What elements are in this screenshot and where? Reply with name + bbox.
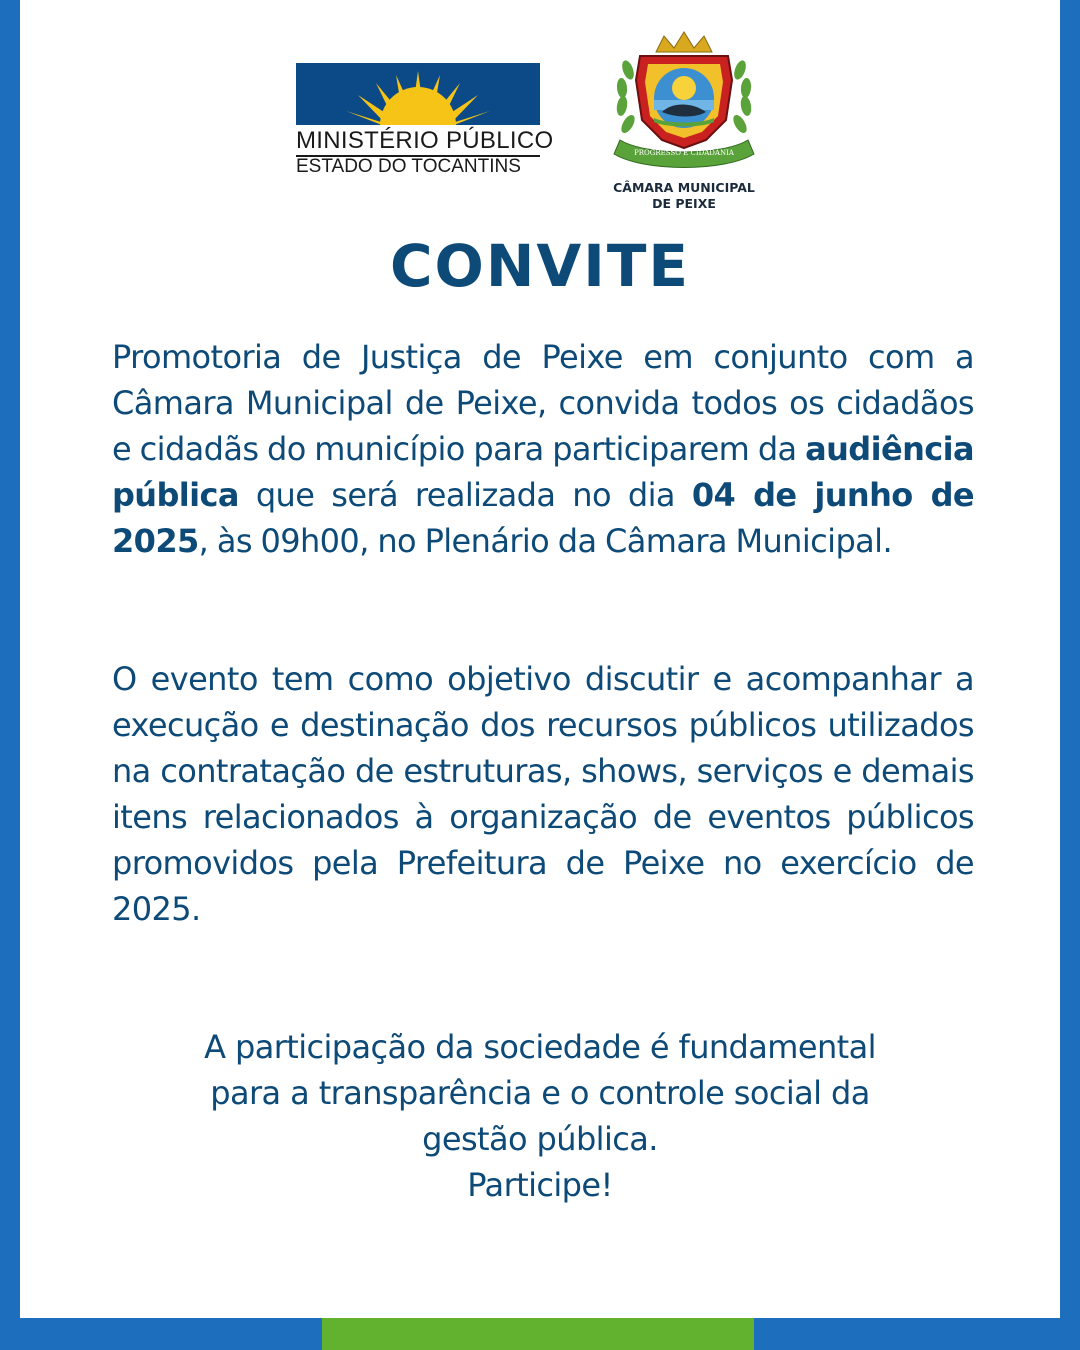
camara-name-line1: CÂMARA MUNICIPAL [613,180,755,195]
camara-name [606,180,762,212]
page-title: CONVITE [389,232,691,300]
closing-message [110,1024,970,1208]
crest-motto: PROGRESSO E CIDADANIA [634,149,734,157]
mp-sun-banner [296,63,540,125]
closing-line2: para a transparência e o controle social da [210,1074,870,1112]
ministerio-publico-logo [296,63,554,179]
objective-paragraph: O evento tem como objetivo discutir e acompanhar a execução e destinação dos recursos públicos utilizados na contratação de estruturas, shows, serviços e demais itens relacionados à organização de eventos públicos promovidos pela Prefeitura de Peixe no exercício de 2025. [112,660,974,928]
frame-left-bar [0,0,20,1350]
mp-name-line1: MINISTÉRIO PÚBLICO [296,127,554,154]
invitation-paragraph [112,334,974,564]
frame-right-bar [1060,0,1080,1350]
paragraph1-emphasis-date: 04 de junho de 2025 [112,476,974,560]
closing-line3: gestão pública. [422,1120,658,1158]
camara-municipal-crest [606,30,762,215]
mp-name-line2: ESTADO DO TOCANTINS [296,156,521,177]
paragraph1-text-c: , às 09h00, no Plenário da Câmara Municipal. [198,522,893,560]
sun-icon [296,63,540,125]
camara-name-line2: DE PEIXE [652,196,716,211]
frame-bottom-green-bar [322,1318,754,1350]
closing-line4: Participe! [467,1166,613,1204]
paragraph1-text-a: Promotoria de Justiça de Peixe em conjunto com a Câmara Municipal de Peixe, convida todos os cidadãos e cidadãs do município para participarem da [112,338,974,468]
closing-line1: A participação da sociedade é fundamental [204,1028,876,1066]
paragraph1-emphasis-audiencia: audiência pública [112,430,974,514]
crest-emblem-icon [606,30,762,180]
paragraph1-text-b: que será realizada no dia [238,476,692,514]
